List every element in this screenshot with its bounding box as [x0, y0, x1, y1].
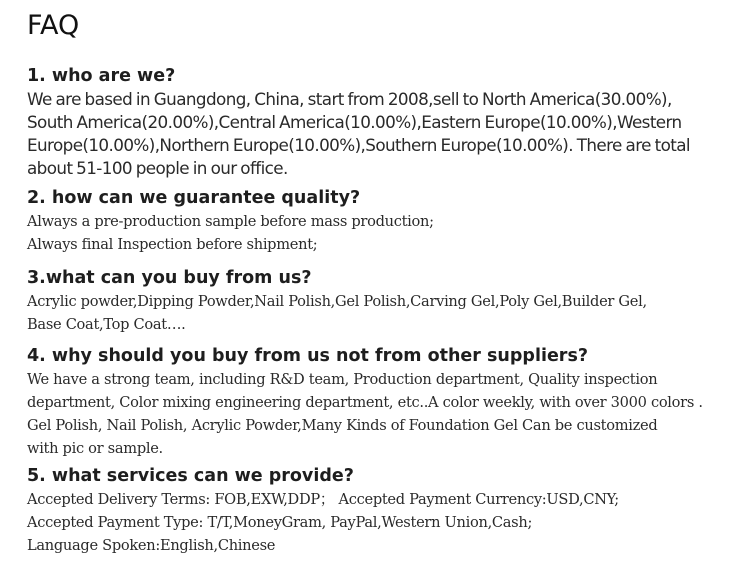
answer-line: Europe(10.00%),Northern Europe(10.00%),Southern Europe(10.00%). There are total — [27, 135, 690, 155]
faq-item-why-us — [27, 345, 743, 460]
faq-question: 4. why should you buy from us not from other suppliers? — [27, 346, 589, 366]
faq-answer — [27, 488, 743, 557]
answer-line: Base Coat,Top Coat…. — [27, 316, 186, 333]
answer-line: Accepted Delivery Terms: FOB,EXW,DDP； Accepted Payment Currency:USD,CNY; — [27, 491, 619, 508]
faq-item-services — [27, 465, 743, 557]
faq-question: 2. how can we guarantee quality? — [27, 188, 361, 208]
faq-answer — [27, 368, 743, 460]
answer-line: We have a strong team, including R&D team, Production department, Quality inspection — [27, 371, 658, 388]
answer-line: Gel Polish, Nail Polish, Acrylic Powder,Many Kinds of Foundation Gel Can be customized — [27, 417, 658, 434]
answer-line: South America(20.00%),Central America(10.00%),Eastern Europe(10.00%),Western — [27, 112, 682, 132]
faq-answer — [27, 290, 743, 336]
faq-item-products — [27, 267, 743, 336]
answer-line: Acrylic powder,Dipping Powder,Nail Polish,Gel Polish,Carving Gel,Poly Gel,Builder Gel, — [27, 293, 647, 310]
answer-line: about 51-100 people in our office. — [27, 158, 288, 178]
answer-line: department, Color mixing engineering department, etc..A color weekly, with over 3000 colors . — [27, 394, 703, 411]
answer-line: Always a pre-production sample before mass production; — [27, 213, 434, 230]
answer-line: Language Spoken:English,Chinese — [27, 537, 276, 554]
faq-item-who-are-we — [27, 65, 743, 180]
page-title: FAQ — [27, 10, 80, 41]
answer-line: with pic or sample. — [27, 440, 163, 457]
faq-answer — [27, 210, 743, 256]
faq-question: 3.what can you buy from us? — [27, 268, 312, 288]
faq-question: 5. what services can we provide? — [27, 466, 354, 486]
answer-line: Always final Inspection before shipment; — [27, 236, 318, 253]
answer-line: Accepted Payment Type: T/T,MoneyGram, PayPal,Western Union,Cash; — [27, 514, 533, 531]
faq-item-quality — [27, 187, 743, 256]
answer-line: We are based in Guangdong, China, start from 2008,sell to North America(30.00%), — [27, 89, 672, 109]
faq-question: 1. who are we? — [27, 66, 176, 86]
faq-answer — [27, 88, 743, 180]
